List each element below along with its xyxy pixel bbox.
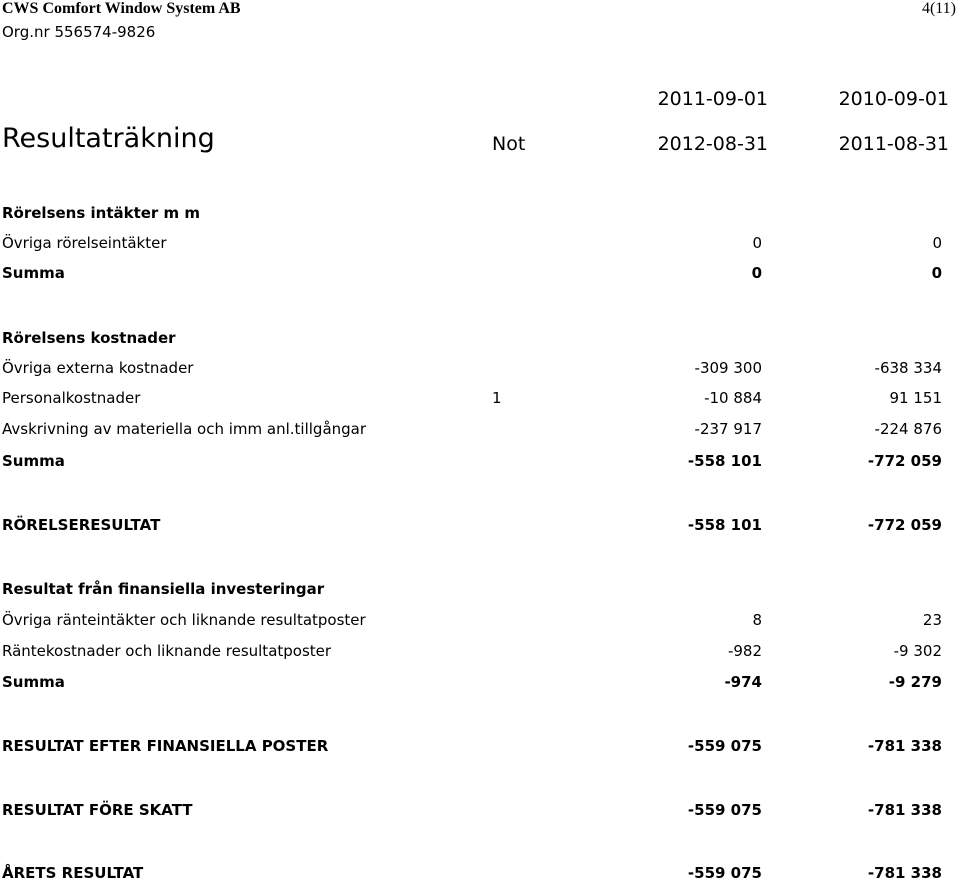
statement-title: Resultaträkning [2,123,215,154]
sum-label: Summa [2,673,65,691]
sum-value-current: -558 101 [687,452,762,470]
table-row [0,234,960,254]
operating-result-row [0,516,960,536]
row-value-current: -10 884 [704,389,762,407]
sum-label: Summa [2,452,65,470]
sum-value-current: 0 [751,264,762,282]
section-heading: Rörelsens intäkter m m [2,204,201,222]
sum-value-current: -974 [724,673,762,691]
total-label: RESULTAT EFTER FINANSIELLA POSTER [2,737,329,755]
row-label: Övriga externa kostnader [2,359,194,377]
costs-heading-row [0,329,960,349]
sum-value-previous: -9 279 [888,673,942,691]
row-note: 1 [492,389,502,407]
row-label: Personalkostnader [2,389,141,407]
table-row [0,642,960,662]
after-financial-row [0,737,960,757]
total-label: ÅRETS RESULTAT [2,864,144,882]
total-value-current: -559 075 [687,864,762,882]
org-number: Org.nr 556574-9826 [2,23,156,41]
row-value-previous: 23 [922,611,942,629]
total-label: RESULTAT FÖRE SKATT [2,801,193,819]
page-number: 4(11) [921,0,956,17]
row-value-current: -237 917 [694,420,762,438]
total-label: RÖRELSERESULTAT [2,516,161,534]
total-value-previous: -781 338 [867,737,942,755]
row-value-current: -982 [727,642,762,660]
section-heading: Resultat från finansiella investeringar [2,580,325,598]
note-column-header: Not [492,133,526,155]
table-row [0,420,960,440]
total-value-current: -559 075 [687,801,762,819]
financial-sum-row [0,673,960,693]
row-label: Övriga rörelseintäkter [2,234,167,252]
row-value-previous: -224 876 [874,420,942,438]
total-value-previous: -781 338 [867,864,942,882]
costs-sum-row [0,452,960,472]
col2-period-start: 2010-09-01 [838,88,949,110]
income-heading-row [0,204,960,224]
financial-heading-row [0,580,960,600]
before-tax-row [0,801,960,821]
company-name: CWS Comfort Window System AB [2,0,241,17]
col1-period-start: 2011-09-01 [657,88,768,110]
row-value-current: -309 300 [694,359,762,377]
row-label: Övriga ränteintäkter och liknande resultatposter [2,611,366,629]
table-row [0,611,960,631]
sum-label: Summa [2,264,65,282]
section-heading: Rörelsens kostnader [2,329,176,347]
total-value-previous: -781 338 [867,801,942,819]
row-label: Avskrivning av materiella och imm anl.tillgångar [2,420,367,438]
row-value-current: 0 [752,234,762,252]
sum-value-previous: -772 059 [867,452,942,470]
col2-period-end: 2011-08-31 [838,133,949,155]
total-value-current: -559 075 [687,737,762,755]
sum-value-previous: 0 [931,264,942,282]
row-label: Räntekostnader och liknande resultatposter [2,642,332,660]
row-value-current: 8 [752,611,762,629]
row-value-previous: 91 151 [889,389,942,407]
total-value-previous: -772 059 [867,516,942,534]
row-value-previous: 0 [932,234,942,252]
col1-period-end: 2012-08-31 [657,133,768,155]
table-row [0,389,960,409]
total-value-current: -558 101 [687,516,762,534]
year-result-row [0,864,960,884]
income-sum-row [0,264,960,284]
table-row [0,359,960,379]
row-value-previous: -9 302 [893,642,942,660]
row-value-previous: -638 334 [874,359,942,377]
